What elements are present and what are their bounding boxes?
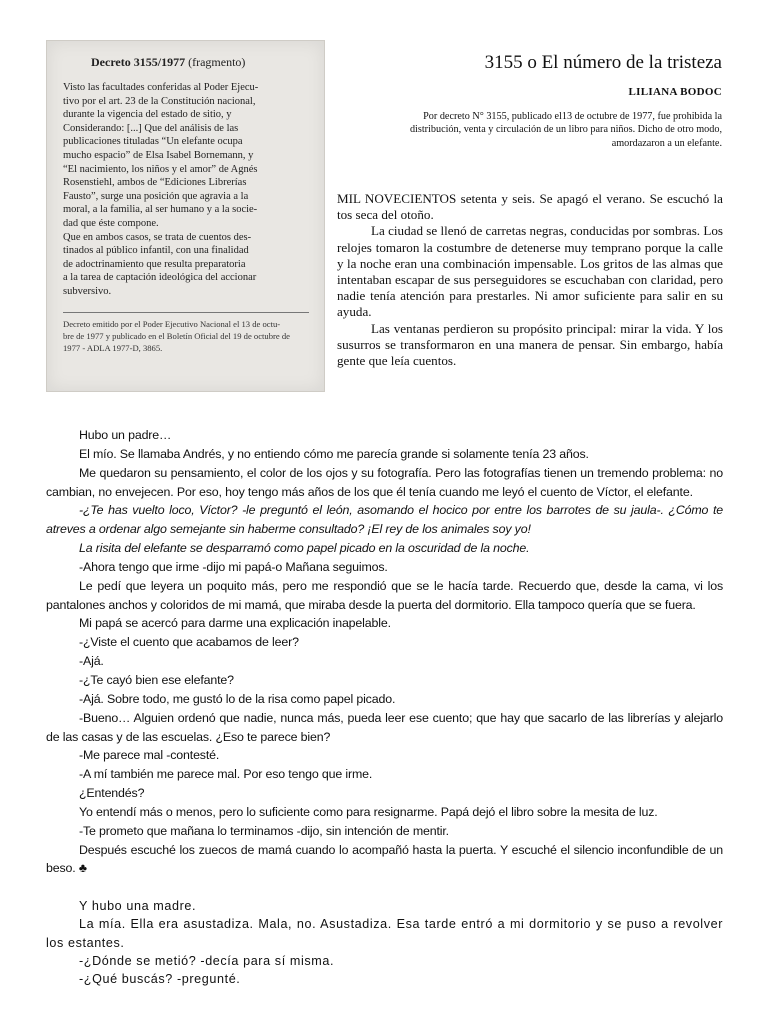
decree-divider xyxy=(63,312,309,313)
story-paragraph: El mío. Se llamaba Andrés, y no entiendo cómo me parecía grande si solamente tenía 23 años. xyxy=(79,446,589,461)
epigraph: Por decreto N° 3155, publicado el13 de octubre de 1977, fue prohibida la distribución, venta y circulación de un libro para niños. Dicho de otro modo, amordazaron a un elefante. xyxy=(409,111,722,149)
page-title: 3155 o El número de la tristeza xyxy=(484,52,722,73)
section-gap xyxy=(46,878,723,897)
intro-paragraph: MIL NOVECIENTOS setenta y seis. Se apagó el verano. Se escuchó la tos seca del otoño. xyxy=(337,191,723,223)
story-paragraph: -Me parece mal -contesté. xyxy=(79,748,220,763)
intro-paragraph: Las ventanas perdieron su propósito principal: mirar la vida. Y los susurros se transformaron en una manera de pensar. Sin embargo, había gente que leía cuentos. xyxy=(337,320,723,369)
decree-footer: Decreto emitido por el Poder Ejecutivo Nacional el 13 de octu- bre de 1977 y publicado en el Boletín Oficial del 19 de octubre de 1977 - ADLA 1977-D, 3865. xyxy=(63,319,290,353)
story-paragraph: Mi papá se acercó para darme una explicación inapelable. xyxy=(79,616,391,631)
story-paragraph: Después escuché los zuecos de mamá cuando lo acompañó hasta la puerta. Y escuché el silencio inconfundible de un beso. ♣ xyxy=(46,842,723,876)
story-paragraph: -¿Qué buscás? -pregunté. xyxy=(79,972,241,987)
story-paragraph: Yo entendí más o menos, pero lo suficiente como para resignarme. Papá dejó el libro sobre la mesita de luz. xyxy=(79,804,658,819)
story-text xyxy=(46,426,723,988)
story-paragraph: -¿Te cayó bien ese elefante? xyxy=(79,672,234,687)
story-paragraph: -Bueno… Alguien ordenó que nadie, nunca más, pueda leer ese cuento; que hay que sacarlo de las librerías y alejarlo de las casas y de las escuelas. ¿Eso te parece bien? xyxy=(46,710,723,744)
intro-paragraph: La ciudad se llenó de carretas negras, conducidas por sombras. Los relojes tomaron la costumbre de detenerse muy temprano porque la calle y la noche eran una combinación impensable. Los gritos de las almas que intentaban escapar de sus perseguidores se escuchaban con claridad, pero nadie tenía atención para prestarles. Ni amor suficiente para salir en su ayuda. xyxy=(337,223,723,320)
story-paragraph: Me quedaron su pensamiento, el color de los ojos y su fotografía. Pero las fotografías tienen un tremendo problema: no cambian, no envejecen. Por eso, hoy tengo más años de los que él tenía cuando me leyó el cuento de Víctor, el elefante. xyxy=(46,465,723,499)
story-quote: -¿Te has vuelto loco, Víctor? -le preguntó el león, asomando el hocico por entre los barrotes de su jaula-. ¿Cómo te atreves a ordenar algo semejante sin haberme consultado? ¡El rey de los animales soy yo! xyxy=(46,503,723,537)
author-name: LILIANA BODOC xyxy=(628,86,722,98)
story-paragraph: -Te prometo que mañana lo terminamos -dijo, sin intención de mentir. xyxy=(79,823,449,838)
story-paragraph: ¿Entendés? xyxy=(79,786,145,801)
story-paragraph: -¿Dónde se metió? -decía para sí misma. xyxy=(79,953,335,968)
story-paragraph: Hubo un padre… xyxy=(79,428,172,442)
story-paragraph: -A mí también me parece mal. Por eso tengo que irme. xyxy=(79,767,373,782)
story-quote: La risita del elefante se desparramó como papel picado en la oscuridad de la noche. xyxy=(79,541,530,556)
story-paragraph: Y hubo una madre. xyxy=(79,899,197,914)
story-paragraph: -¿Viste el cuento que acabamos de leer? xyxy=(79,635,299,650)
story-paragraph: La mía. Ella era asustadiza. Mala, no. Asustadiza. Esa tarde entró a mi dormitorio y se puso a revolver los estantes. xyxy=(46,917,723,950)
decree-body: Visto las facultades conferidas al Poder Ejecu- tivo por el art. 23 de la Constitución nacional, durante la vigencia del estado de sitio, y Considerando: [...] Que del análisis de las publicaciones tituladas “Un elefante ocupa mucho espacio” de Elsa Isabel Bornemann, y “El nacimiento, los niños y el amor” de Agnés Rosenstiehl, ambos de “Ediciones Librerías Fausto”, surge una posición que agravia a la moral, a la familia, al ser humano y a la socie- dad que éste compone. Que en ambos casos, se trata de cuentos des- tinados al público infantil, con una finalidad de adoctrinamiento que resulta preparatoria a la tarea de captación ideológica del accionar subversivo. xyxy=(63,82,259,297)
story-paragraph: Le pedí que leyera un poquito más, pero me respondió que se le hacía tarde. Recuerdo que, desde la cama, vi los pantalones anchos y coloridos de mi mamá, que miraba desde la puerta del dormitorio. Ella tampoco quería que se fuera. xyxy=(46,578,723,612)
story-paragraph: -Ajá. Sobre todo, me gustó lo de la risa como papel picado. xyxy=(79,691,396,706)
decree-image xyxy=(46,40,325,392)
story-paragraph: -Ajá. xyxy=(79,654,104,669)
intro-text xyxy=(337,191,723,369)
story-paragraph: -Ahora tengo que irme -dijo mi papá-o Mañana seguimos. xyxy=(79,559,388,574)
decree-title: Decreto 3155/1977 (fragmento) xyxy=(91,55,246,69)
